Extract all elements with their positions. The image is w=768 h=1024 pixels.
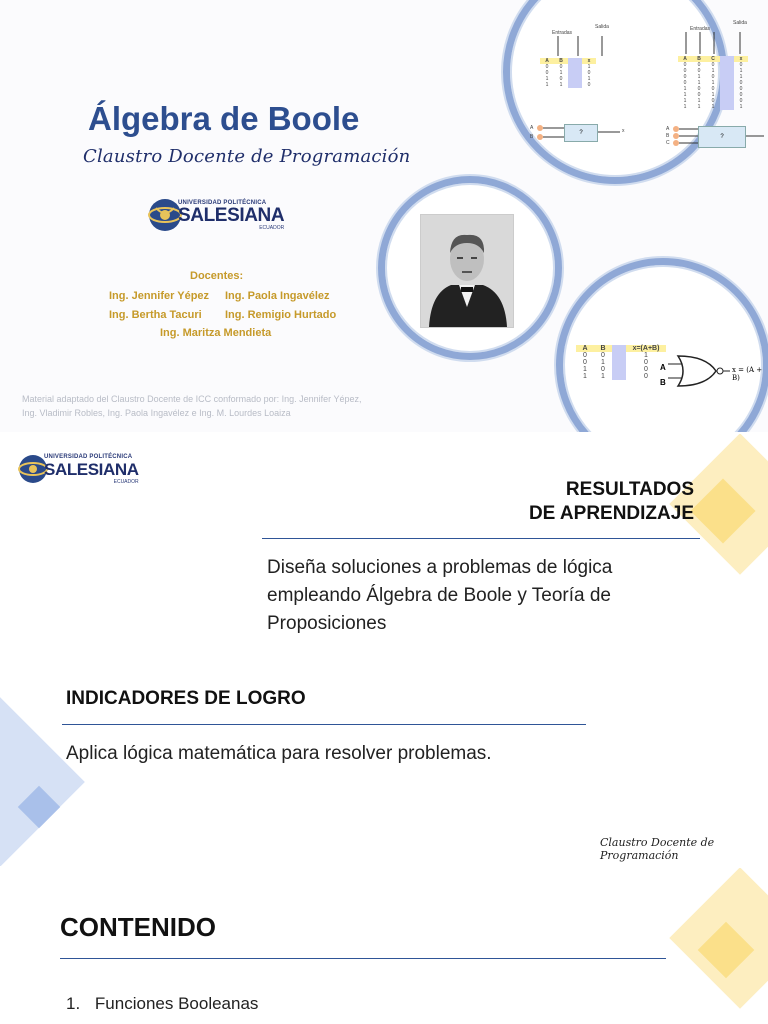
unknown-gate-1: ? — [564, 124, 598, 142]
credit-text — [22, 392, 362, 420]
truth-table-2: A B C x 0 0 0 0 0 0 1 1 0 1 0 1 0 1 1 0 1 0 0 0 1 0 1 0 1 1 0 0 1 1 1 1 — [678, 56, 748, 110]
slide-subtitle: Claustro Docente de Programación — [83, 146, 411, 167]
nor-inputs: A B — [660, 363, 666, 387]
george-boole-portrait — [420, 214, 514, 328]
resultados-text-line-3: Proposiciones — [267, 613, 387, 634]
credit-line-1: Material adaptado del Claustro Docente de ICC conformado por: Ing. Jennifer Yépez, — [22, 394, 362, 404]
output-x-1: x — [622, 128, 625, 134]
truth-table-3: A B x=(A+B) 0 0 1 0 1 0 1 0 0 1 1 0 — [576, 345, 666, 380]
university-logo — [148, 196, 285, 236]
contents-slide — [0, 868, 768, 1024]
docente-3: Ing. Bertha Tacuri — [109, 309, 202, 321]
indicadores-text: Aplica lógica matemática para resolver problemas. — [66, 743, 492, 764]
footer-signature: Claustro Docente de Programación — [600, 836, 715, 862]
input-a-1: A — [530, 125, 534, 131]
indicadores-heading: INDICADORES DE LOGRO — [66, 688, 306, 709]
arrows-2 — [680, 32, 760, 56]
salida-label-2: Salida — [733, 20, 747, 26]
entradas-label-2: Entradas — [690, 26, 711, 32]
contents-list-item — [66, 994, 258, 1014]
contenido-rule — [60, 958, 666, 959]
resultados-text-line-2: empleando Álgebra de Boole y Teoría de — [267, 585, 612, 606]
indicadores-rule — [62, 724, 586, 725]
truth-table-1: A B x 0 0 1 0 1 0 1 0 1 1 1 0 — [540, 58, 596, 88]
logo-name: SALESIANA — [178, 205, 285, 226]
list-item-text: Funciones Booleanas — [94, 994, 259, 1013]
inputs-2: A B C — [666, 126, 670, 146]
logo-country: ECUADOR — [259, 225, 285, 231]
nor-output: x = (A + B) — [732, 366, 763, 382]
docente-1: Ing. Jennifer Yépez — [109, 290, 210, 302]
entradas-label-1: Entradas — [552, 30, 573, 36]
resultados-heading — [529, 478, 694, 526]
resultados-text — [267, 554, 612, 638]
docente-2: Ing. Paola Ingavélez — [225, 290, 330, 302]
title-slide — [0, 0, 768, 432]
logo-name: SALESIANA — [44, 460, 139, 479]
docente-4: Ing. Remigio Hurtado — [225, 309, 337, 321]
nor-gate-icon — [666, 352, 732, 388]
input-b-1: B — [530, 134, 534, 140]
docentes-label: Docentes: — [190, 270, 244, 282]
unknown-gate-2: ? — [698, 126, 746, 148]
resultados-line-1: RESULTADOS — [565, 479, 694, 500]
docente-5: Ing. Maritza Mendieta — [160, 327, 272, 339]
arrows-1 — [550, 36, 630, 58]
resultados-rule — [262, 538, 700, 539]
credit-line-2: Ing. Vladimir Robles, Ing. Paola Ingavélez e Ing. M. Lourdes Loaiza — [22, 408, 291, 418]
blue-deco-1 — [0, 697, 85, 866]
logo-top-text: UNIVERSIDAD POLITÉCNICA — [44, 454, 133, 460]
learning-outcomes-slide — [0, 434, 768, 866]
slide-title: Álgebra de Boole — [88, 100, 360, 137]
contenido-heading: CONTENIDO — [60, 912, 216, 942]
logo-top-text: UNIVERSIDAD POLITÉCNICA — [178, 200, 267, 206]
resultados-text-line-1: Diseña soluciones a problemas de lógica — [267, 557, 613, 578]
university-logo-small — [18, 452, 138, 488]
list-item-number: 1. — [66, 994, 81, 1013]
resultados-line-2: DE APRENDIZAJE — [528, 503, 694, 524]
salida-label-1: Salida — [595, 24, 609, 30]
logo-country: ECUADOR — [113, 479, 139, 485]
globe-logo-icon — [148, 198, 182, 232]
